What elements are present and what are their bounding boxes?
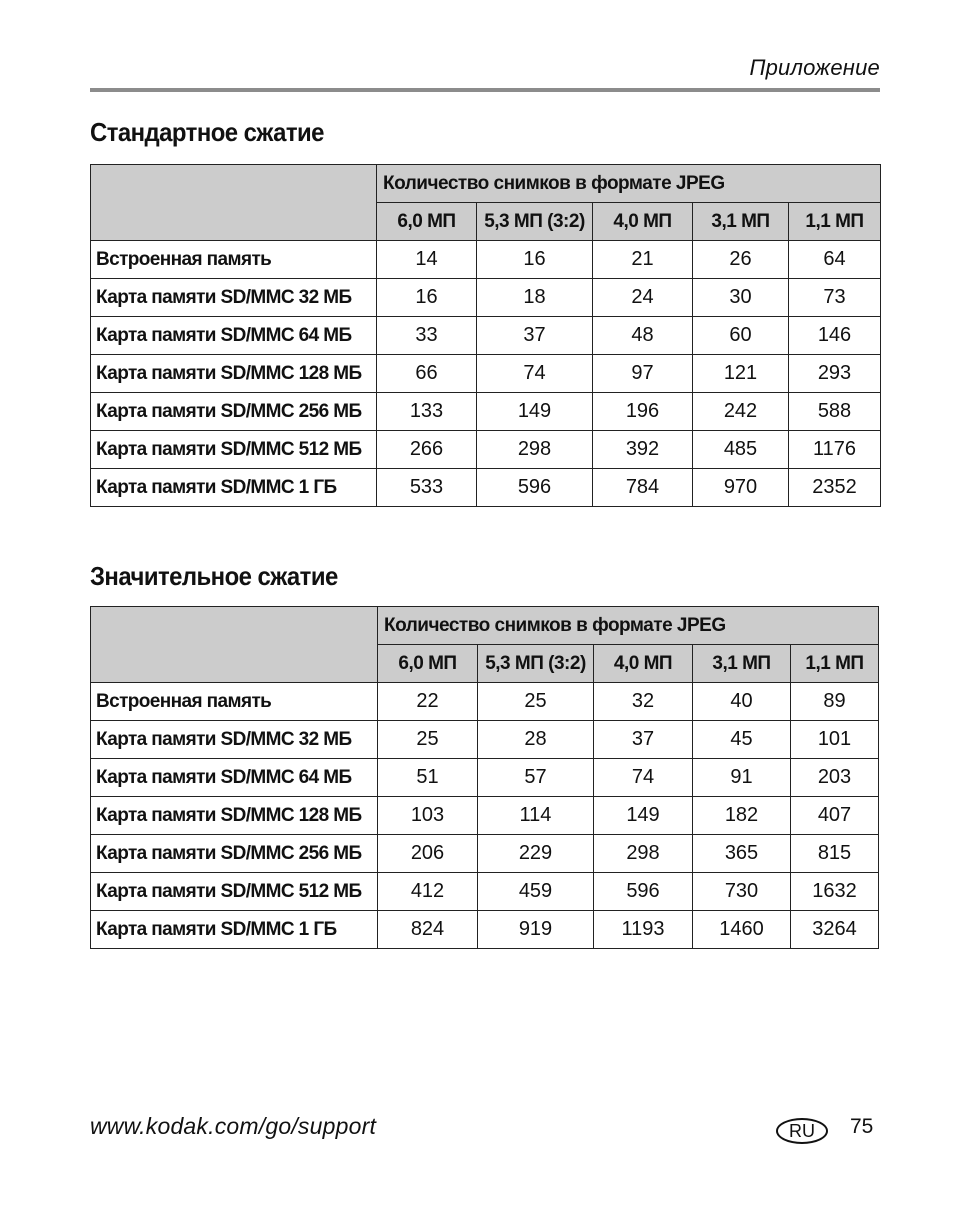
table-row xyxy=(91,759,879,797)
table-row xyxy=(91,317,881,355)
table-row xyxy=(91,431,881,469)
table-cell: 459 xyxy=(478,873,594,911)
table-cell: 182 xyxy=(693,797,791,835)
table-row xyxy=(91,911,879,949)
table-cell: 266 xyxy=(377,431,477,469)
table-cell: 60 xyxy=(693,317,789,355)
table-row xyxy=(91,721,879,759)
table-cell: 596 xyxy=(477,469,593,507)
table-row xyxy=(91,835,879,873)
table-cell: 970 xyxy=(693,469,789,507)
table-cell: 57 xyxy=(478,759,594,797)
table-cell: 293 xyxy=(789,355,881,393)
table-header-row xyxy=(91,607,879,645)
table-cell: 74 xyxy=(477,355,593,393)
table-cell: 203 xyxy=(791,759,879,797)
column-header: 4,0 МП xyxy=(593,203,693,241)
table-cell: 89 xyxy=(791,683,879,721)
table-cell: 28 xyxy=(478,721,594,759)
table-cell: 588 xyxy=(789,393,881,431)
row-label: Карта памяти SD/MMC 32 МБ xyxy=(91,721,378,759)
row-label: Встроенная память xyxy=(91,241,377,279)
header-divider xyxy=(90,88,880,92)
table-row xyxy=(91,241,881,279)
table-cell: 133 xyxy=(377,393,477,431)
table-cell: 97 xyxy=(593,355,693,393)
high-compression-table xyxy=(90,606,879,949)
table-cell: 25 xyxy=(478,683,594,721)
column-header: 1,1 МП xyxy=(789,203,881,241)
group-header: Количество снимков в формате JPEG xyxy=(377,165,881,203)
table-cell: 30 xyxy=(693,279,789,317)
table-cell: 919 xyxy=(478,911,594,949)
row-label: Карта памяти SD/MMC 32 МБ xyxy=(91,279,377,317)
section-title-standard-compression: Стандартное сжатие xyxy=(90,117,324,147)
table-cell: 74 xyxy=(594,759,693,797)
table-cell: 365 xyxy=(693,835,791,873)
row-label: Встроенная память xyxy=(91,683,378,721)
table-cell: 824 xyxy=(378,911,478,949)
table-cell: 730 xyxy=(693,873,791,911)
table-row xyxy=(91,279,881,317)
column-header: 6,0 МП xyxy=(378,645,478,683)
group-header: Количество снимков в формате JPEG xyxy=(378,607,879,645)
row-label: Карта памяти SD/MMC 128 МБ xyxy=(91,797,378,835)
row-label: Карта памяти SD/MMC 512 МБ xyxy=(91,431,377,469)
table-cell: 1460 xyxy=(693,911,791,949)
corner-cell xyxy=(91,165,377,241)
page-number: 75 xyxy=(850,1115,874,1138)
table-cell: 146 xyxy=(789,317,881,355)
table-cell: 298 xyxy=(594,835,693,873)
row-label: Карта памяти SD/MMC 256 МБ xyxy=(91,393,377,431)
section-label: Приложение xyxy=(749,55,880,80)
support-url-link[interactable]: www.kodak.com/go/support xyxy=(90,1113,377,1139)
table-cell: 37 xyxy=(594,721,693,759)
table-cell: 1176 xyxy=(789,431,881,469)
table-cell: 64 xyxy=(789,241,881,279)
table-cell: 66 xyxy=(377,355,477,393)
table-cell: 533 xyxy=(377,469,477,507)
table-header-row xyxy=(91,165,881,203)
table-cell: 91 xyxy=(693,759,791,797)
table-cell: 48 xyxy=(593,317,693,355)
table-row xyxy=(91,355,881,393)
table-cell: 784 xyxy=(593,469,693,507)
table-cell: 14 xyxy=(377,241,477,279)
table-cell: 18 xyxy=(477,279,593,317)
table-cell: 32 xyxy=(594,683,693,721)
table-cell: 815 xyxy=(791,835,879,873)
table-cell: 149 xyxy=(477,393,593,431)
table-cell: 485 xyxy=(693,431,789,469)
table-cell: 40 xyxy=(693,683,791,721)
table-cell: 229 xyxy=(478,835,594,873)
column-header: 5,3 МП (3:2) xyxy=(477,203,593,241)
table-cell: 298 xyxy=(477,431,593,469)
column-header: 3,1 МП xyxy=(693,203,789,241)
table-cell: 45 xyxy=(693,721,791,759)
table-row xyxy=(91,797,879,835)
table-cell: 16 xyxy=(477,241,593,279)
table-cell: 206 xyxy=(378,835,478,873)
table-cell: 37 xyxy=(477,317,593,355)
section-title-high-compression: Значительное сжатие xyxy=(90,561,338,591)
table-cell: 2352 xyxy=(789,469,881,507)
table-cell: 196 xyxy=(593,393,693,431)
table-cell: 3264 xyxy=(791,911,879,949)
table-cell: 73 xyxy=(789,279,881,317)
table-cell: 596 xyxy=(594,873,693,911)
table-cell: 407 xyxy=(791,797,879,835)
table-cell: 22 xyxy=(378,683,478,721)
column-header: 5,3 МП (3:2) xyxy=(478,645,594,683)
table-cell: 114 xyxy=(478,797,594,835)
table-cell: 149 xyxy=(594,797,693,835)
table-cell: 412 xyxy=(378,873,478,911)
table-cell: 1632 xyxy=(791,873,879,911)
table-cell: 21 xyxy=(593,241,693,279)
table-cell: 26 xyxy=(693,241,789,279)
table-row xyxy=(91,873,879,911)
column-header: 4,0 МП xyxy=(594,645,693,683)
standard-compression-table xyxy=(90,164,881,507)
row-label: Карта памяти SD/MMC 64 МБ xyxy=(91,317,377,355)
table-cell: 103 xyxy=(378,797,478,835)
corner-cell xyxy=(91,607,378,683)
table-cell: 16 xyxy=(377,279,477,317)
row-label: Карта памяти SD/MMC 1 ГБ xyxy=(91,911,378,949)
row-label: Карта памяти SD/MMC 256 МБ xyxy=(91,835,378,873)
table-cell: 101 xyxy=(791,721,879,759)
row-label: Карта памяти SD/MMC 1 ГБ xyxy=(91,469,377,507)
table-cell: 392 xyxy=(593,431,693,469)
table-cell: 1193 xyxy=(594,911,693,949)
table-cell: 25 xyxy=(378,721,478,759)
table-row xyxy=(91,469,881,507)
column-header: 1,1 МП xyxy=(791,645,879,683)
column-header: 6,0 МП xyxy=(377,203,477,241)
table-cell: 121 xyxy=(693,355,789,393)
row-label: Карта памяти SD/MMC 128 МБ xyxy=(91,355,377,393)
table-cell: 24 xyxy=(593,279,693,317)
table-cell: 51 xyxy=(378,759,478,797)
row-label: Карта памяти SD/MMC 512 МБ xyxy=(91,873,378,911)
column-header: 3,1 МП xyxy=(693,645,791,683)
table-cell: 242 xyxy=(693,393,789,431)
table-row xyxy=(91,393,881,431)
table-row xyxy=(91,683,879,721)
table-cell: 33 xyxy=(377,317,477,355)
language-badge: RU xyxy=(776,1118,828,1144)
row-label: Карта памяти SD/MMC 64 МБ xyxy=(91,759,378,797)
